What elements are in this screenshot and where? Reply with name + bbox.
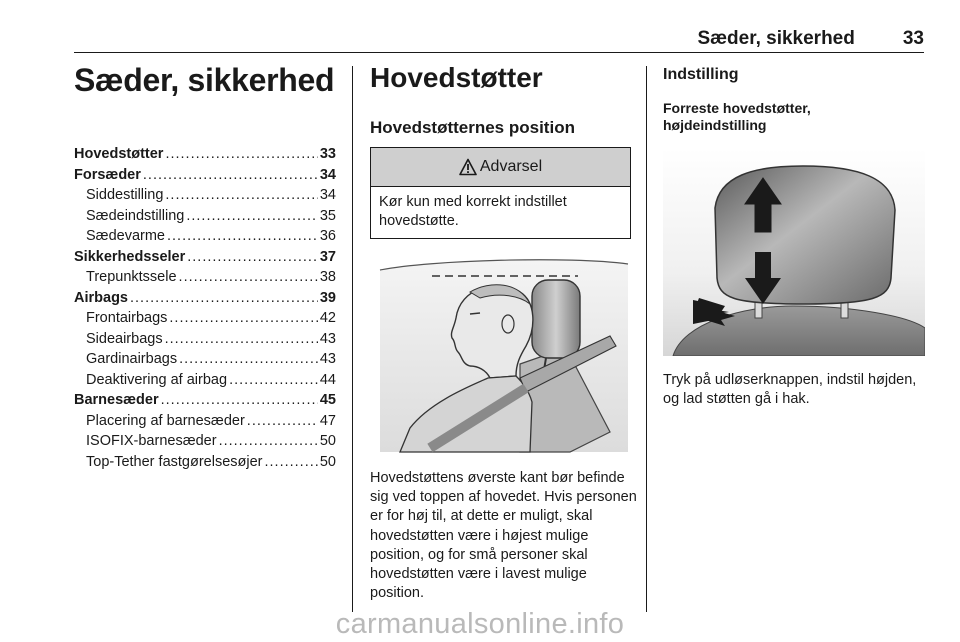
toc-item[interactable]: ISOFIX-barnesæder ..... 50 <box>74 431 336 452</box>
toc-item[interactable]: Sikkerhedsseler ..... 37 <box>74 247 336 268</box>
toc-item[interactable]: Placering af barnesæder ..... 47 <box>74 411 336 432</box>
toc-item[interactable]: Hovedstøtter ..... 33 <box>74 144 336 165</box>
toc-item[interactable]: Sædeindstilling ..... 35 <box>74 206 336 227</box>
warning-box <box>370 147 631 239</box>
toc-item[interactable]: Airbags ..... 39 <box>74 288 336 309</box>
headrest-height-text: Tryk på udløserknappen, indstil højden, og lad støtten gå i hak. <box>663 372 917 408</box>
adjustment-subheading: Forreste hovedstøtter, højdeindstilling <box>663 100 811 133</box>
adjustment-heading: Indstilling <box>663 66 739 83</box>
section-subtitle: Hovedstøtternes position <box>370 118 575 137</box>
toc-item[interactable]: Forsæder ..... 34 <box>74 165 336 186</box>
toc-item[interactable]: Top-Tether fastgørelsesøjer ..... 50 <box>74 452 336 473</box>
chapter-title: Sæder, sikkerhed <box>74 62 335 98</box>
toc-item[interactable]: Gardinairbags ..... 43 <box>74 349 336 370</box>
running-header-title: Sæder, sikkerhed <box>697 28 855 49</box>
warning-triangle-icon <box>459 158 477 176</box>
page-number: 33 <box>902 28 924 49</box>
toc-item[interactable]: Deaktivering af airbag ..... 44 <box>74 370 336 391</box>
toc-item[interactable]: Siddestilling ..... 34 <box>74 185 336 206</box>
toc-item[interactable]: Frontairbags ..... 42 <box>74 308 336 329</box>
watermark: carmanualsonline.info <box>335 608 625 640</box>
running-header <box>697 28 924 50</box>
toc-item[interactable]: Sideairbags ..... 43 <box>74 329 336 350</box>
toc-item[interactable]: Barnesæder ..... 45 <box>74 390 336 411</box>
chapter-toc <box>74 144 336 472</box>
warning-title: Advarsel <box>479 158 543 175</box>
column-divider-2 <box>646 66 647 612</box>
toc-item[interactable]: Sædevarme ..... 36 <box>74 226 336 247</box>
warning-header <box>371 148 630 187</box>
header-rule <box>74 52 924 53</box>
toc-item[interactable]: Trepunktssele ..... 38 <box>74 267 336 288</box>
headrest-position-illustration <box>370 252 632 460</box>
headrest-position-text: Hovedstøttens øverste kant bør befinde sig ved toppen af hovedet. Hvis personen er for høj til, at dette er muligt, skal hovedstøtten være i højest mulige position, og for små personer skal hovedstøtten være i lavest mulige position. <box>370 470 637 602</box>
section-title: Hovedstøtter <box>370 62 543 93</box>
headrest-height-illustration <box>663 148 925 356</box>
column-divider-1 <box>352 66 353 612</box>
warning-text: Kør kun med korrekt indstillet hovedstøtte. <box>379 194 567 229</box>
